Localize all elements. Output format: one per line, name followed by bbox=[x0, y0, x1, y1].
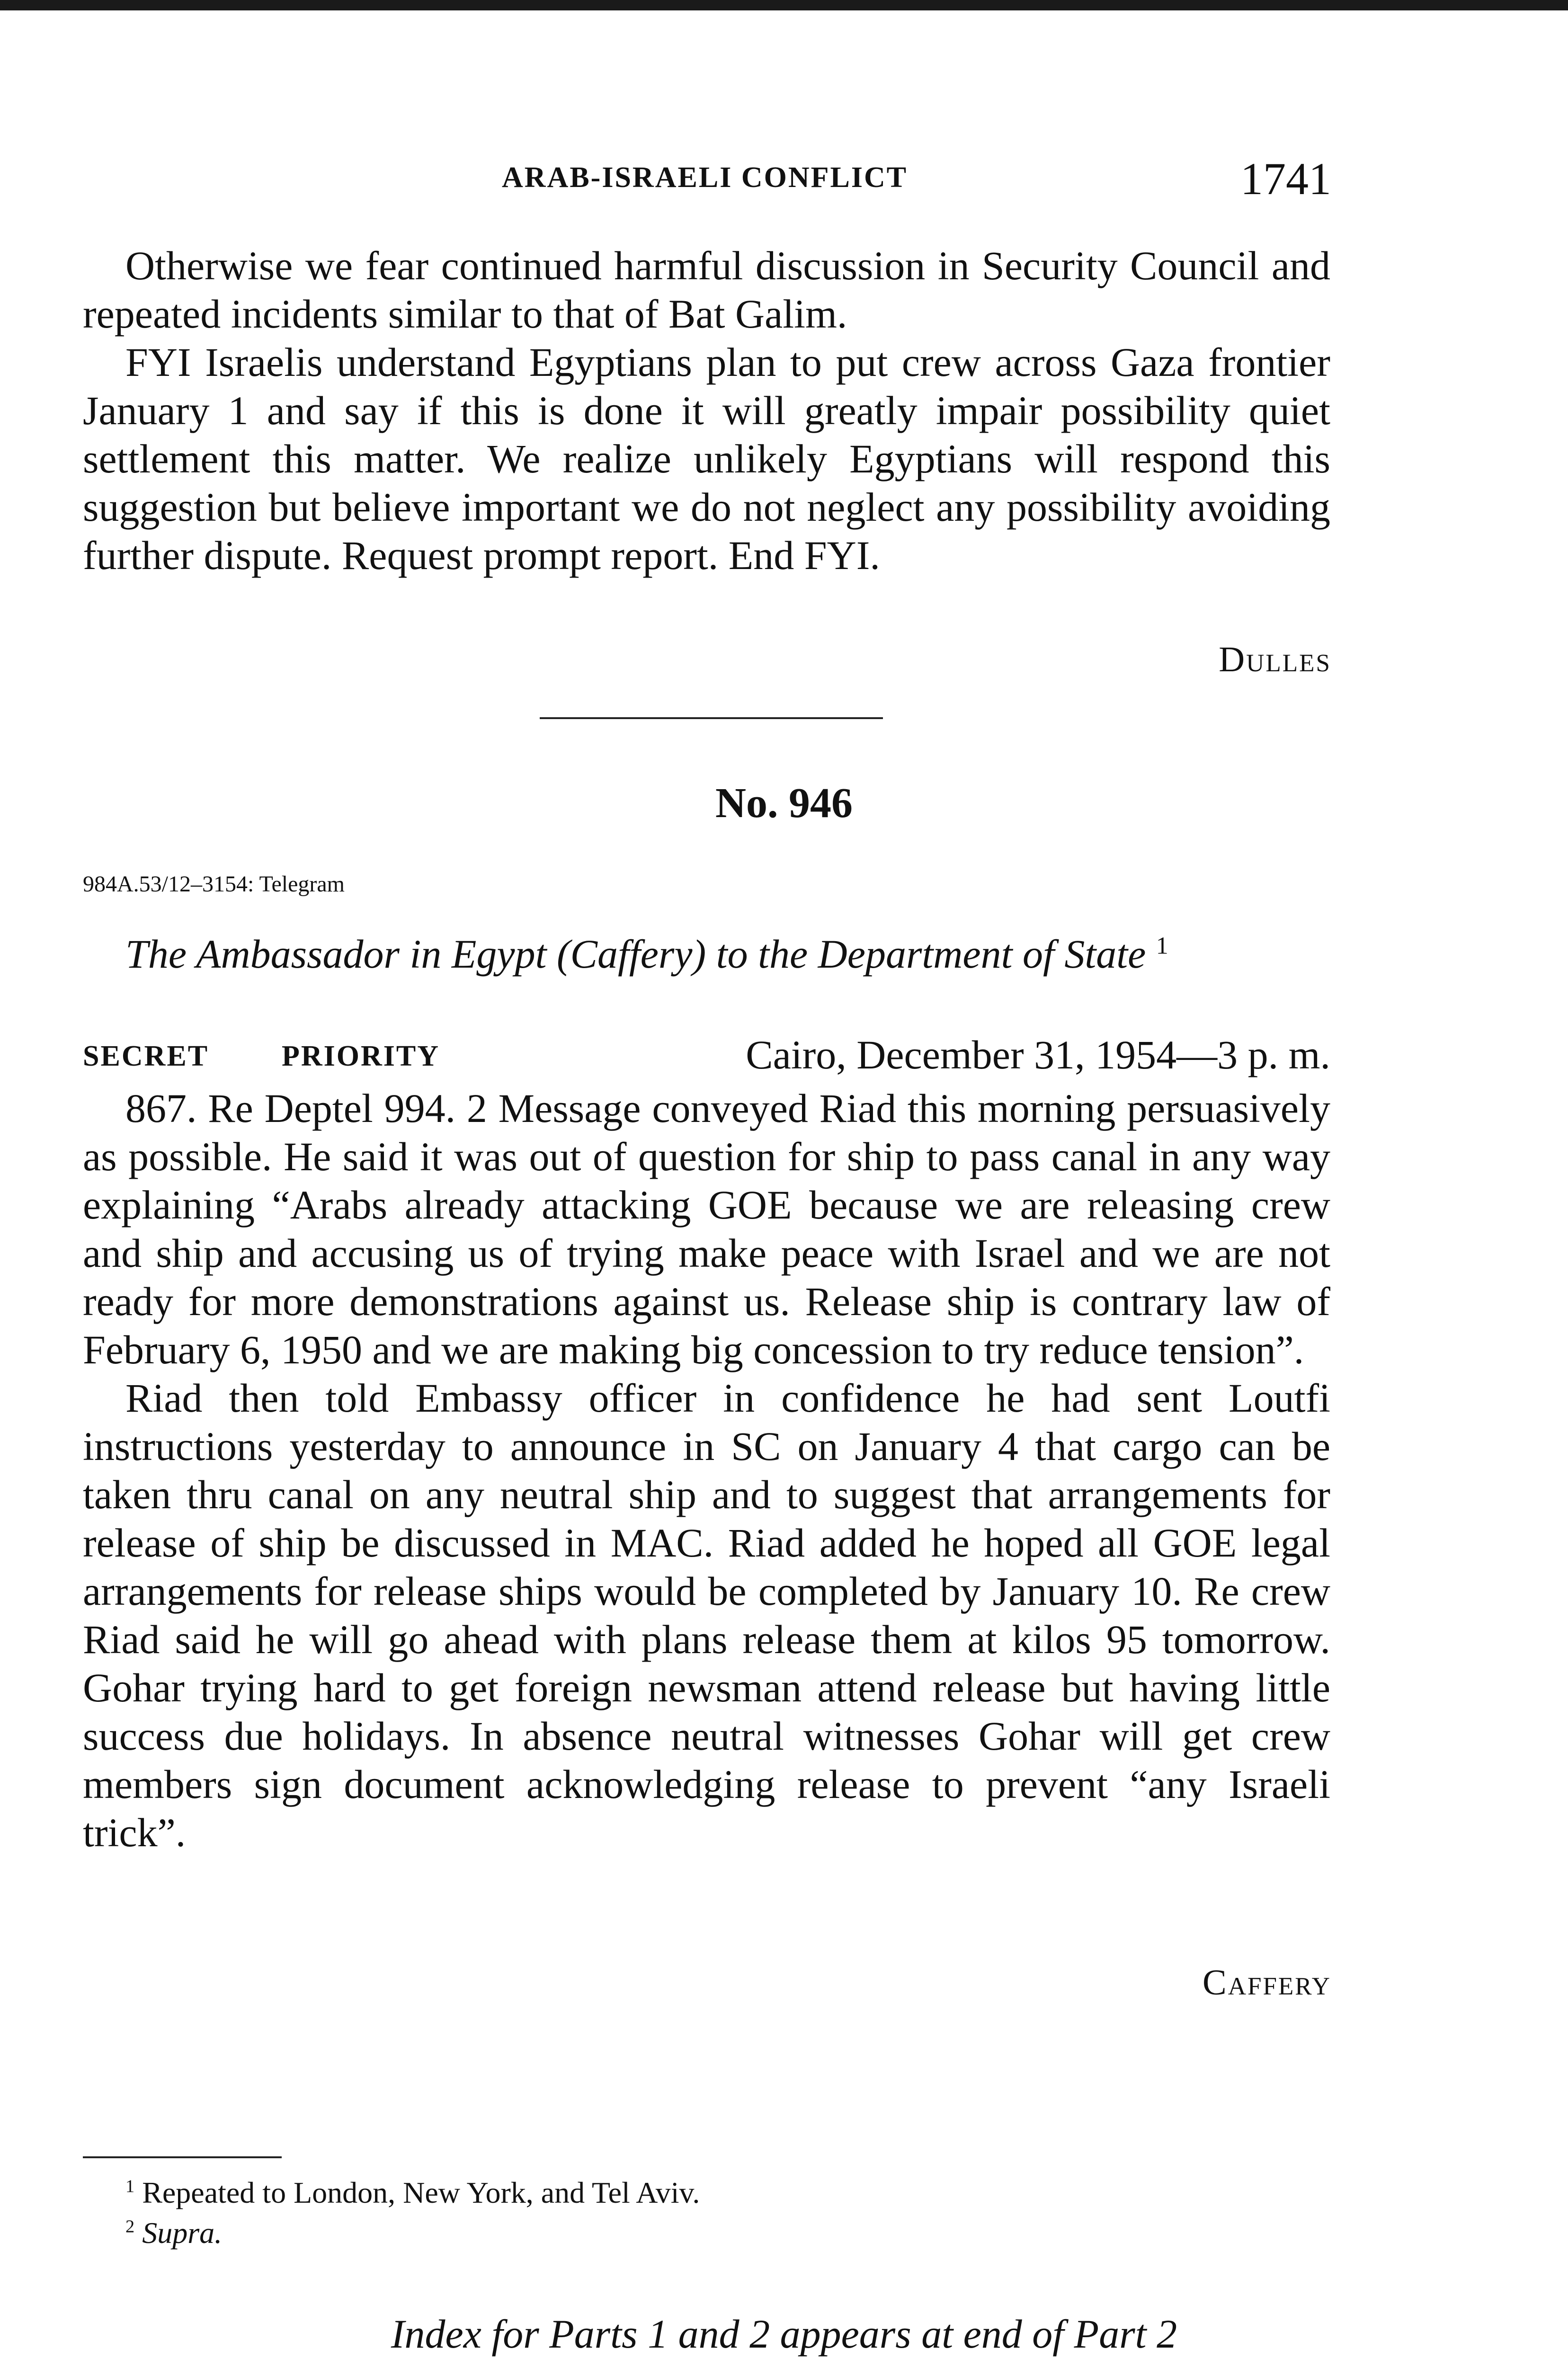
footnote-number: 2 bbox=[125, 2216, 135, 2237]
footnote-text: Supra. bbox=[142, 2216, 223, 2250]
index-note: Index for Parts 1 and 2 appears at end of Part 2 bbox=[391, 2311, 1177, 2357]
running-head: ARAB-ISRAELI CONFLICT bbox=[502, 161, 908, 194]
telegram-paragraph: 867. Re Deptel 994. 2 Message conveyed Riad this morning persuasively as possible. He said it was out of question for ship to pass canal in any way explaining “Arabs already attacking GOE because we are releasing crew and ship and accusing us of trying make peace with Israel and we are not ready for more demonstrations against us. Release ship is contrary law of February 6, 1950 and we are making big concession to try reduce tension”. bbox=[83, 1086, 1330, 1372]
previous-document-closing-text bbox=[83, 241, 1330, 579]
telegram-body bbox=[83, 1084, 1330, 1857]
document-number: No. 946 bbox=[715, 780, 853, 827]
footnote-rule bbox=[83, 2156, 282, 2158]
footnote-mark: 1 bbox=[1156, 932, 1168, 960]
footnote-text: Repeated to London, New York, and Tel Aviv. bbox=[142, 2176, 700, 2209]
dateline: Cairo, December 31, 1954—3 p. m. bbox=[746, 1032, 1330, 1077]
signature-caffery: Caffery bbox=[1203, 1963, 1331, 2002]
document-heading-text: The Ambassador in Egypt (Caffery) to the Department of State bbox=[125, 931, 1146, 977]
section-separator bbox=[540, 717, 883, 719]
file-reference: 984A.53/12–3154: Telegram bbox=[83, 872, 345, 897]
document-heading bbox=[125, 930, 1168, 978]
classification-row bbox=[83, 1031, 1330, 1083]
closing-paragraph: Otherwise we fear continued harmful discussion in Security Council and repeated incidents similar to that of Bat Galim. bbox=[83, 243, 1330, 337]
telegram-paragraph: Riad then told Embassy officer in confidence he had sent Loutfi instructions yesterday to announce in SC on January 4 that cargo can be taken thru canal on any neutral ship and to suggest that arrangements for release of ship be discussed in MAC. Riad added he hoped all GOE legal arrangements for release ships would be completed by January 10. Re crew Riad said he will go ahead with plans release them at kilos 95 tomorrow. Gohar trying hard to get foreign newsman attend release but having little success due holidays. In absence neutral witnesses Gohar will get crew members sign document acknowledging release to prevent “any Israeli trick”. bbox=[83, 1375, 1330, 1855]
footnote bbox=[125, 2216, 222, 2251]
closing-paragraph: FYI Israelis understand Egyptians plan to put crew across Gaza frontier January 1 and say if this is done it will greatly impair possibility quiet settlement this matter. We realize unlikely Egyptians will respond this suggestion but believe important we do not neglect any possibility avoiding further dispute. Request prompt report. End FYI. bbox=[83, 339, 1330, 578]
page-number: 1741 bbox=[1240, 153, 1331, 204]
signature-dulles: Dulles bbox=[1219, 640, 1331, 679]
footnote bbox=[125, 2175, 700, 2210]
classification-label: SECRET bbox=[83, 1040, 209, 1072]
precedence-label: PRIORITY bbox=[282, 1040, 440, 1072]
footnote-number: 1 bbox=[125, 2176, 135, 2197]
